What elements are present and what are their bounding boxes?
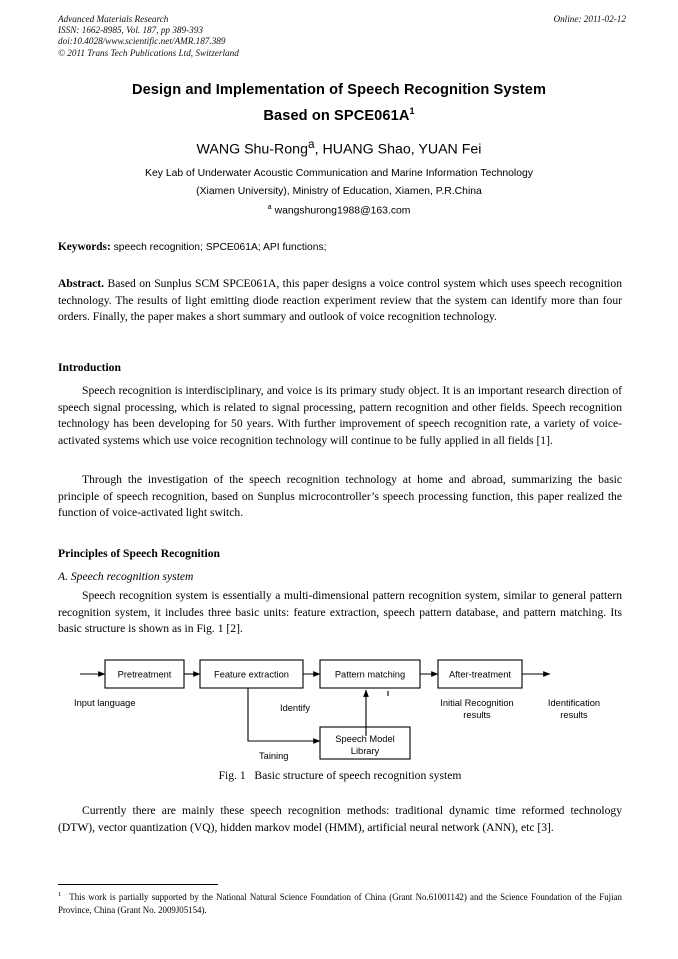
figure-1-caption bbox=[58, 768, 622, 784]
footnote-text: This work is partially supported by the National Natural Science Foundation of China (Grant No.61001142) and the Science Foundation of the Fujian Province, China (Grant No. 2009J05154). bbox=[58, 891, 622, 915]
annotation-identify: Identify bbox=[280, 703, 310, 713]
label-feature-extraction: Feature extraction bbox=[214, 669, 289, 680]
after-figure-paragraph: Currently there are mainly these speech recognition methods: traditional dynamic time reformed technology (DTW), vector quantization (VQ), hidden markov model (HMM), artificial neural network (ANN), etc [3]. bbox=[58, 804, 622, 834]
introduction-paragraph-1: Speech recognition is interdisciplinary, and voice is its primary study object. It is an important research direction of speech signal processing, which is related to signal processing, pattern recognition and other fields. Speech recognition technology has been developing for 50 years. With further improvement of speech recognition rate, a variety of voice-activated systems which use voice recognition technology will continue to be fully applied in all fields [1]. bbox=[58, 384, 622, 447]
annotation-input-language: Input language bbox=[74, 698, 136, 708]
annotation-taining: Taining bbox=[259, 751, 289, 761]
label-speech-model-library-line2: Library bbox=[350, 746, 380, 756]
journal-name: Advanced Materials Research bbox=[58, 14, 169, 24]
label-speech-model-library-line1: Speech Model bbox=[335, 734, 395, 744]
heading-introduction: Introduction bbox=[58, 361, 121, 374]
heading-principles: Principles of Speech Recognition bbox=[58, 547, 220, 560]
keywords-label: Keywords: bbox=[58, 241, 111, 253]
abstract-label: Abstract. bbox=[58, 277, 105, 290]
journal-copyright: © 2011 Trans Tech Publications Ltd, Switzerland bbox=[58, 47, 239, 58]
arrow-feature-to-library bbox=[248, 688, 320, 741]
title-line-2-text: Based on SPCE061A bbox=[263, 107, 410, 124]
author-affiliation-marker: a bbox=[307, 137, 315, 151]
email-marker: a bbox=[267, 202, 272, 211]
keywords bbox=[58, 240, 622, 255]
principles-paragraph-1: Speech recognition system is essentially a multi-dimensional pattern recognition system, similar to general pattern recognition system, it includes three basic units: feature extraction, speech pattern database, and pattern matching. Its basic structure is shown as in Fig. 1 [2]. bbox=[58, 589, 622, 636]
journal-header bbox=[58, 14, 626, 59]
journal-doi: doi:10.4028/www.scientific.net/AMR.187.389 bbox=[58, 36, 226, 47]
author-rest: , HUANG Shao, YUAN Fei bbox=[314, 141, 482, 158]
figure-1-flow-diagram bbox=[58, 654, 620, 764]
annotation-identification-line1: Identification bbox=[547, 698, 601, 708]
title-line-2 bbox=[70, 101, 608, 127]
title-line-1: Design and Implementation of Speech Recognition System bbox=[131, 82, 547, 98]
journal-issn: ISSN: 1662-8985, Vol. 187, pp 389-393 bbox=[58, 25, 203, 36]
affiliation bbox=[60, 165, 618, 200]
author-list bbox=[60, 134, 618, 160]
title-footnote-marker: 1 bbox=[409, 106, 415, 116]
figure-caption-text: Basic structure of speech recognition system bbox=[254, 769, 462, 782]
footnote-marker: 1 bbox=[58, 891, 62, 898]
annotation-initial-recognition-line2: results bbox=[463, 710, 491, 720]
footnote bbox=[58, 889, 622, 916]
online-date: Online: 2011-02-12 bbox=[553, 14, 626, 24]
abstract-text: Based on Sunplus SCM SPCE061A, this paper designs a voice control system which uses speech recognition technology. The results of light emitting diode reaction experiment review that the system can identify more than four orders. Finally, the paper makes a short summary and outlook of voice recognition technology. bbox=[58, 277, 622, 324]
corresponding-email bbox=[60, 199, 618, 218]
label-after-treatment: After-treatment bbox=[448, 669, 512, 680]
email-address: wangshurong1988@163.com bbox=[274, 205, 411, 217]
affiliation-line-2: (Xiamen University), Ministry of Education, Xiamen, P.R.China bbox=[196, 185, 482, 197]
annotation-identification-line2: results bbox=[560, 710, 588, 720]
affiliation-line-1: Key Lab of Underwater Acoustic Communication and Marine Information Technology bbox=[145, 168, 533, 179]
annotation-initial-recognition-line1: Initial Recognition bbox=[440, 698, 514, 708]
footnote-separator bbox=[58, 884, 218, 885]
keywords-text: speech recognition; SPCE061A; API functions; bbox=[113, 242, 327, 253]
journal-identifiers bbox=[58, 14, 239, 59]
abstract bbox=[58, 276, 622, 326]
subheading-speech-recognition-system: A. Speech recognition system bbox=[58, 570, 194, 583]
page-title bbox=[70, 80, 608, 127]
flow-diagram-svg bbox=[58, 654, 620, 764]
label-pretreatment: Pretreatment bbox=[117, 669, 172, 680]
figure-caption-label: Fig. 1 bbox=[218, 769, 246, 782]
label-pattern-matching: Pattern matching bbox=[334, 669, 406, 680]
introduction-paragraph-2: Through the investigation of the speech recognition technology at home and abroad, summarizing the basic principle of speech recognition, based on Sunplus microcontroller’s speech processing function, this paper realized the function of voice-activated light switch. bbox=[58, 473, 622, 520]
author-first: WANG Shu-Rong bbox=[196, 141, 308, 158]
